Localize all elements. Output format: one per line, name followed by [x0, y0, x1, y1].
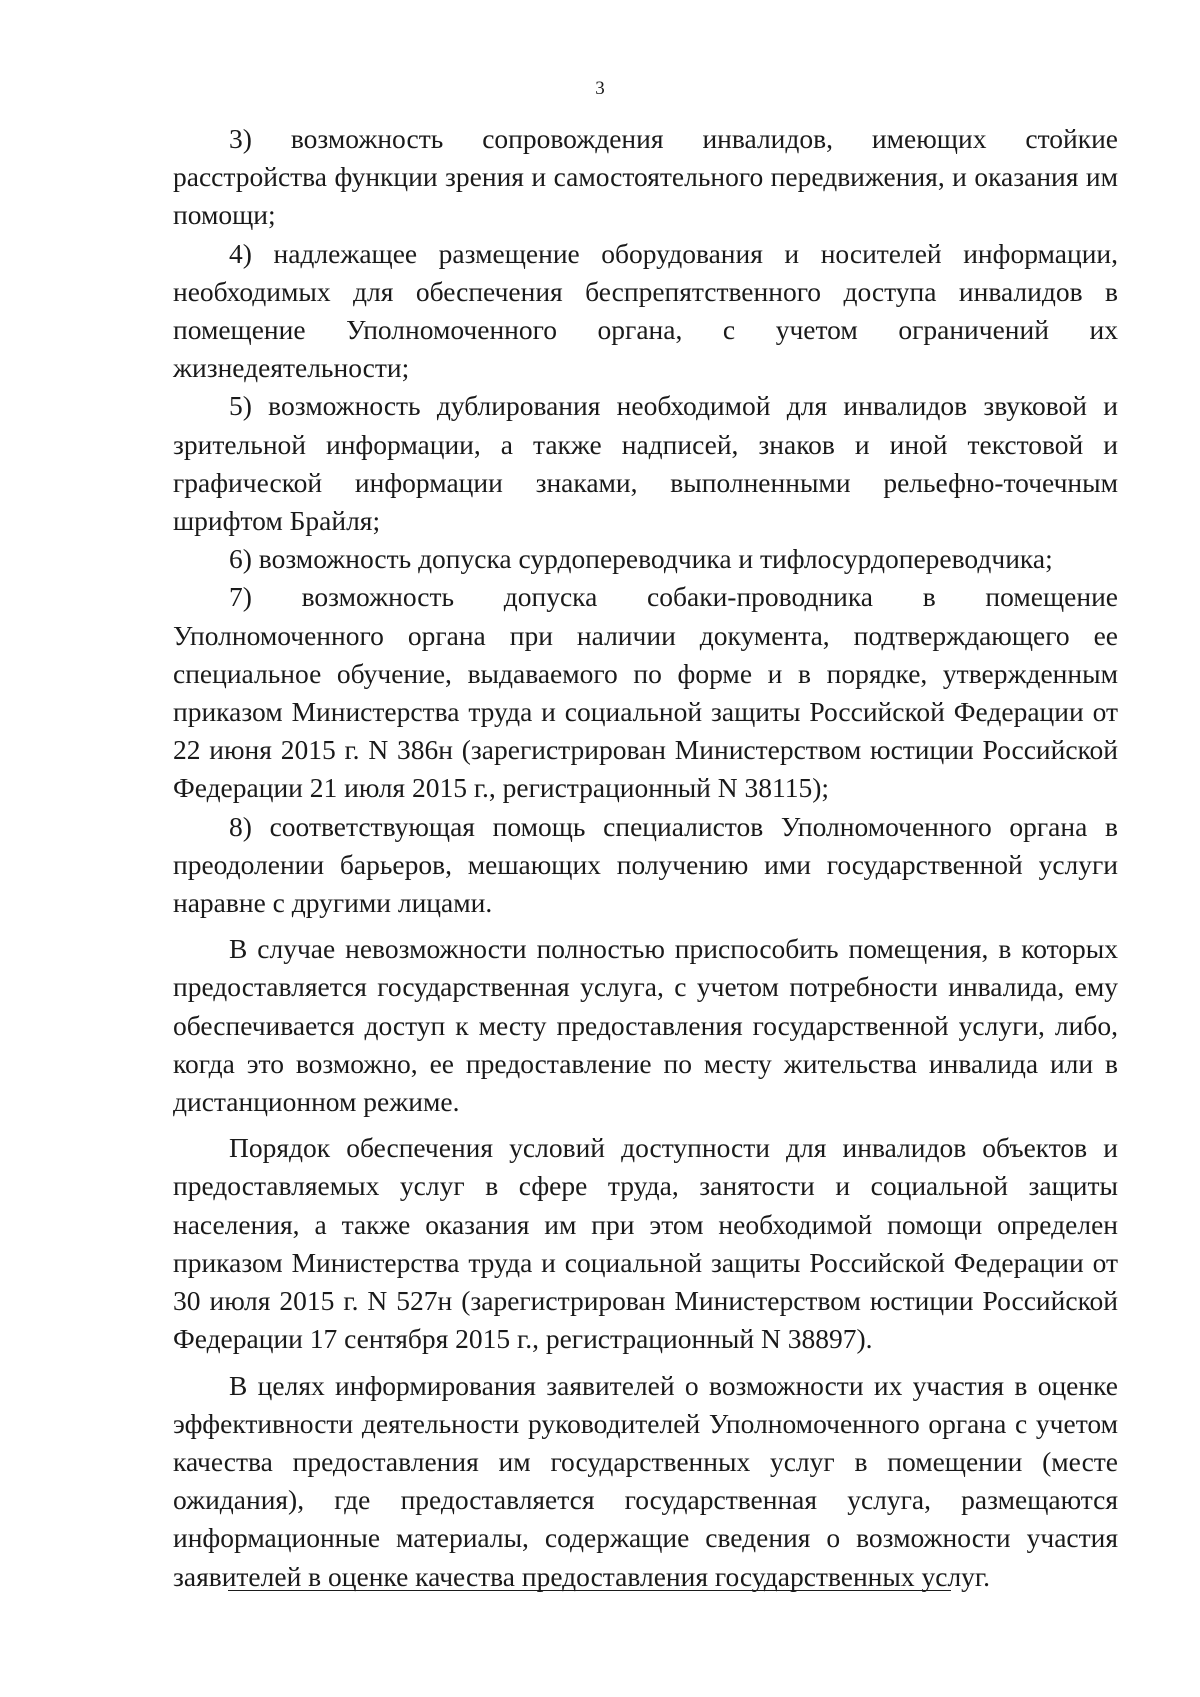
end-of-document-rule — [228, 1590, 951, 1591]
list-item-5: 5) возможность дублирования необходимой для инвалидов звуковой и зрительной информации, а также надписей, знаков и иной текстовой и графической информации знаками, выполненными рельефно-точечным шрифтом Брайля; — [173, 390, 1118, 537]
paragraph-accessibility-order: Порядок обеспечения условий доступности для инвалидов объектов и предоставляемых услуг в сфере труда, занятости и социальной защиты населения, а также оказания им при этом необходимой помощи определен приказом Министерства труда и социальной защиты Российской Федерации от 30 июля 2015 г. N 527н (зарегистрирован Министерством юстиции Российской Федерации 17 сентября 2015 г., регистрационный N 38897). — [173, 1132, 1118, 1355]
document-body — [173, 120, 1118, 1596]
list-item-6: 6) возможность допуска сурдопереводчика и тифлосурдопереводчика; — [229, 543, 1053, 575]
list-item-4: 4) надлежащее размещение оборудования и носителей информации, необходимых для обеспечения беспрепятственного доступа инвалидов в помещение Уполномоченного органа, с учетом ограничений их жизнедеятельности; — [173, 237, 1118, 384]
page-number: 3 — [595, 78, 605, 99]
paragraph-quality-assessment: В целях информирования заявителей о возможности их участия в оценке эффективности деятельности руководителей Уполномоченного органа с учетом качества предоставления им государственных услуг в помещении (месте ожидания), где предоставляется государственная услуга, размещаются информационные материалы, содержащие сведения о возможности участия заявителей в оценке качества предоставления государственных услуг. — [173, 1369, 1118, 1592]
list-item-8: 8) соответствующая помощь специалистов Уполномоченного органа в преодолении барьеров, мешающих получению ими государственной услуги наравне с другими лицами. — [173, 810, 1118, 919]
paragraph-inaccessible-premises: В случае невозможности полностью приспособить помещения, в которых предоставляется государственная услуга, с учетом потребности инвалида, ему обеспечивается доступ к месту предоставления государственной услуги, либо, когда это возможно, ее предоставление по месту жительства инвалида или в дистанционном режиме. — [173, 933, 1118, 1118]
list-item-3: 3) возможность сопровождения инвалидов, имеющих стойкие расстройства функции зрения и самостоятельного передвижения, и оказания им помощи; — [173, 123, 1118, 231]
list-item-7: 7) возможность допуска собаки-проводника в помещение Уполномоченного органа при наличии документа, подтверждающего ее специальное обучение, выдаваемого по форме и в порядке, утвержденным приказом Министерства труда и социальной защиты Российской Федерации от 22 июня 2015 г. N 386н (зарегистрирован Министерством юстиции Российской Федерации 21 июля 2015 г., регистрационный N 38115); — [173, 581, 1118, 804]
